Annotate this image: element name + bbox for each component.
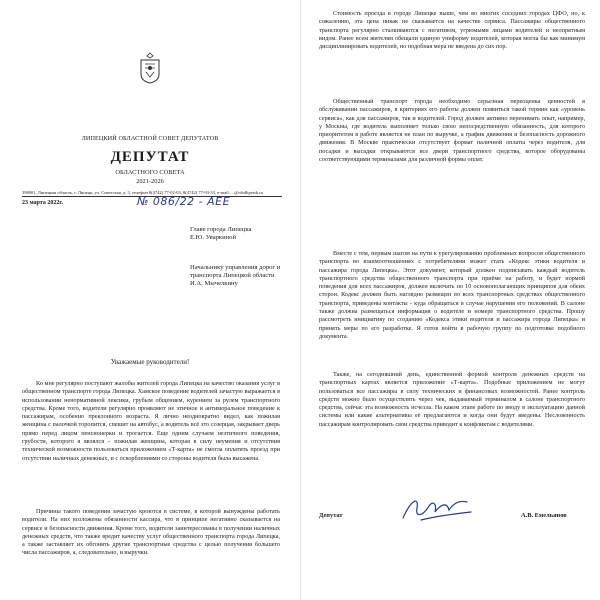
letter-date: 23 марта 2022г. <box>22 200 63 206</box>
body-paragraph: Вместе с тем, первым шагом на пути к урегулированию проблемных вопросов общественного транспорта во взаимоотношениях с потребителями может стать «Кодекс этики водителя и пассажира города Липецка». Этот документ, который должен подписывать каждый водитель транспортного средства общественного транспорта при приёме на работу, и будет нормой поведения для всех пассажиров, должен включать по 10 основополагающих принципов для обеих сторон. Кодекс должен быть наглядно размещен во всех транспортных средствах общественного транспорта, приведены контакты - куда обращаться в случае нарушения его положений. В салоне также должна размещаться информация о водителе и номере транспортного средства. Прошу рассмотреть инициативу по созданию «Кодекса этики водителя и пассажира города Липецка» и принять меры по его разработке. Я готов войти в рабочую группу по подготовке подобного документа. <box>319 250 585 340</box>
council-name: ЛИПЕЦКИЙ ОБЛАСТНОЙ СОВЕТ ДЕПУТАТОВ <box>81 135 219 142</box>
body-paragraph: Общественный транспорт города необходимо серьезная переоценка ценностей в обслуживании пассажиров, в критериях его работы должен появиться такой термин как «уровень сервиса», как для пассажиров, так и водителей. Город должен активно перенимать опыт, например, у Москвы, где водитель выполняет только свою непосредственную обязанность, для которого приоритетом в работе является не план по выручке, а график движения и безопасность дорожного движения. В Москве практически отсутствует формат наличной оплаты через водителя, для посадки и высадки открываются все двери транспортного средства, которое оборудованы соответствующими терминалами для различной формы оплат. <box>319 98 585 164</box>
letterhead-title: ДЕПУТАТ <box>110 149 190 165</box>
letterhead-term: 2021-2026 <box>136 178 164 185</box>
letter-page-2 <box>300 0 600 600</box>
addressee-line: И.А. Мычелкину <box>190 280 238 288</box>
body-paragraph: Стоимость проезда в городе Липецке выше, чем во многих соседних городах ЦФО, но, к сожалению, эта цена никак не сказывается на качестве сервиса. Пассажиры общественного транспорта регулярно сталкиваются с негативом, угрюмыми лицами водителей и неопрятным видом. Ранее всем жителям обещали единую униформу водителей, которая могла бы как минимум дисциплинировать водителей, но подобная мера не введена до сих пор. <box>319 10 585 51</box>
handwritten-signature <box>397 490 477 530</box>
coat-of-arms-emblem <box>138 52 162 84</box>
signer-role: Депутат <box>319 512 343 519</box>
addressee-block <box>190 226 251 242</box>
registration-number: № 086/22 - АЕЕ <box>137 195 231 208</box>
addressee-line: Начальнику управления дорог и <box>190 264 281 271</box>
letterhead-subtitle: ОБЛАСТНОГО СОВЕТА <box>115 169 185 176</box>
signer-name: А.В. Емельянов <box>521 512 567 519</box>
body-paragraph: Причины такого поведения зачастую кроются в системе, в которой вынуждены работать водители. На них возложены обязанности кассира, что в принципе негативно сказывается на сервисе и безопасности движения. Кроме того, водители заинтересованы в получении наличных денежных средств, что также вредит качеству услуг общественного транспорта города Липецка, а также заставляет их обгонять другие транспортные средства с целью получения большего числа пассажиров, а, следовательно, и выручки. <box>22 508 280 557</box>
greeting: Уважаемые руководители! <box>110 358 190 366</box>
body-paragraph: Также, на сегодняшний день, единственной формой контроля денежных средств на транспортных картах является приложение «Т-карта». Подобные приложением не могут пользоваться все пассажиры в силу технических и финансовых возможностей. Ранее контроль средств можно было осуществлять через чек, выдаваемый терминалом в салоне транспортного средства, сейчас эта возможность исчезла. На каком этапе работе по вводу в эксплуатацию данной системы или какие альтернативы её предлагаются и когда они будут введены. Несловенность пассажирам контролировать свои средства приводит к конфликтам с водителями. <box>319 371 585 428</box>
addressee-line: транспорта Липецкой области <box>190 272 275 280</box>
addressee-block <box>190 264 280 289</box>
addressee-line: Е.Ю. Уваркиной <box>190 234 237 242</box>
addressee-line: Главе города Липецка <box>190 226 252 233</box>
letterhead-address: 398001, Липецкая область, г. Липецк, ул. Советская, д. 3, телефон 8(4742) 77-02-03, 8(4742) 77-93-33, e-mail: ...@olsdlipetsk.ru <box>22 190 263 195</box>
body-paragraph: Ко мне регулярно поступают жалобы жителей города Липецка на качество оказания услуг в общественном транспорте города Липецка. Хамское поведение водителей зачастую выражается в использовании ненормативной лексики, грубым общением, курением за рулем транспортного средства. Кроме того, водители регулярно проявляют не этичное и антиморальное поведение к пассажирам, особенно преклонного возраста. Я лично неоднократно видел, как пожилая женщина с палочкой торопится, спешит на автобус, а водитель всё это созерцая, закрывает дверь прямо перед лицом пенсионерки и трогается. Еще одним случаем неэтичного поведения, грубости, которого я являлся – пожилая женщина, которая в силу неумения и отсутствия технической возможности пользоваться приложением «Т-карта» не смогла оплатить проезд при отсутствии наличных денежных, и с оскорблениями со стороны водителя была высажена. <box>22 380 280 462</box>
